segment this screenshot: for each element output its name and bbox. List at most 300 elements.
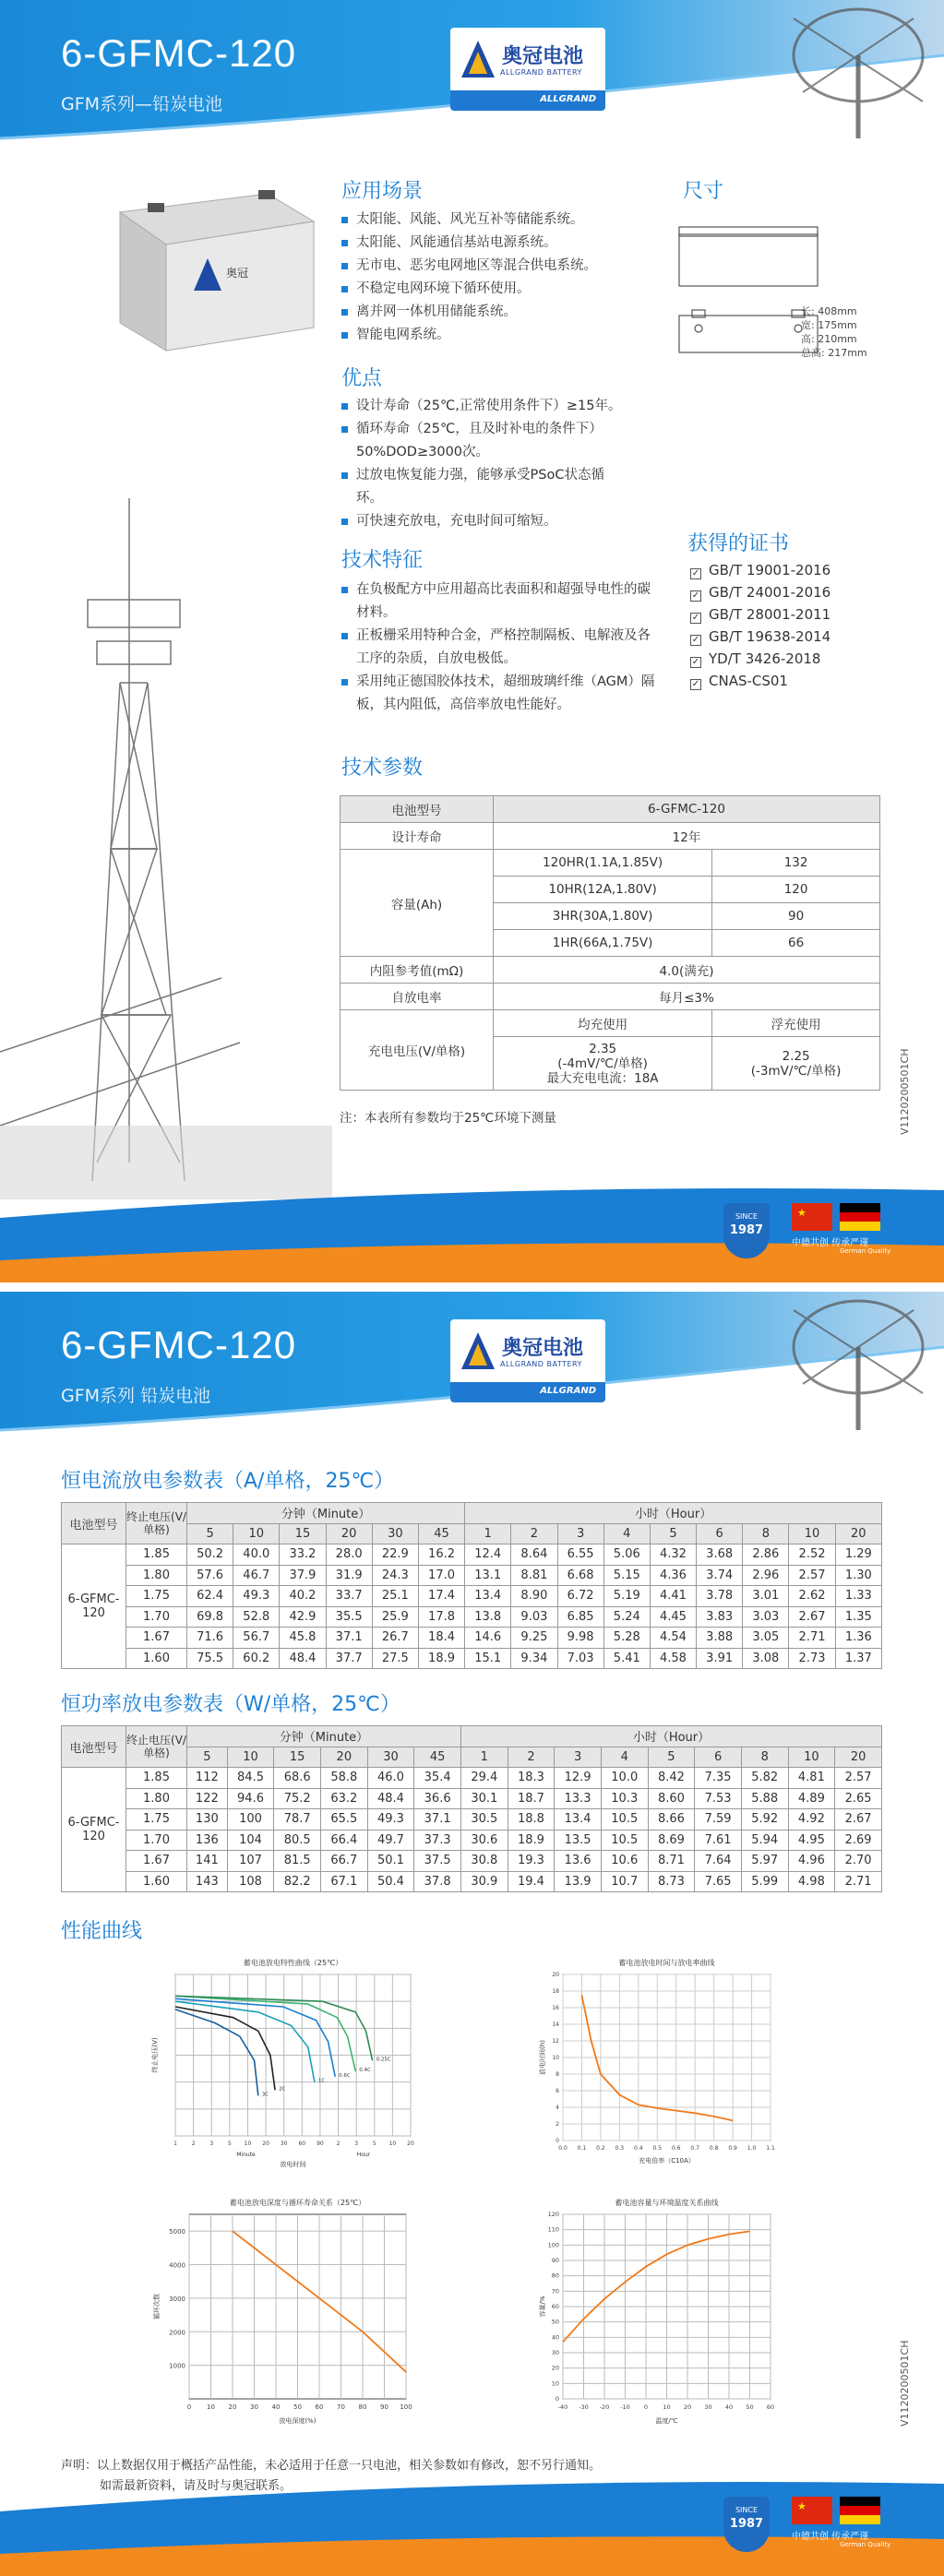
table-cell: 33.7 bbox=[326, 1586, 372, 1607]
y-axis-label: 循环次数 bbox=[153, 2294, 161, 2320]
table-cell: 90 bbox=[712, 903, 880, 930]
table-cell: 6.55 bbox=[557, 1544, 603, 1566]
x-tick-label: 0 bbox=[186, 2403, 192, 2411]
table-cell: 1HR(66A,1.75V) bbox=[494, 930, 712, 957]
table-cell: 112 bbox=[187, 1768, 228, 1789]
y-axis-label: 终止电压(V) bbox=[151, 2037, 159, 2073]
footer-slogan: 中德共创 传承严谨 bbox=[792, 2532, 869, 2542]
series-label: 0.6C bbox=[339, 2072, 351, 2079]
table-cell: 10.0 bbox=[601, 1768, 648, 1789]
table-cell: 5.41 bbox=[603, 1648, 650, 1669]
table-cell: 66 bbox=[712, 930, 880, 957]
total-height-value: 总高: 217mm bbox=[801, 347, 867, 359]
list-item: 在负极配方中应用超高比表面积和超强导电性的碳材料。 bbox=[341, 578, 655, 625]
table-row bbox=[62, 1628, 882, 1649]
table-header: 10 bbox=[789, 1523, 835, 1544]
table-cell: 49.7 bbox=[367, 1830, 414, 1851]
table-cell: 75.2 bbox=[274, 1788, 321, 1809]
table-cell: 6-GFMC-120 bbox=[62, 1544, 126, 1669]
table-row bbox=[62, 1544, 882, 1566]
table-cell: 80.5 bbox=[274, 1830, 321, 1851]
table-cell: 自放电率 bbox=[341, 984, 494, 1010]
table-cell: 电池型号 bbox=[341, 796, 494, 823]
page-title: 6-GFMC-120 bbox=[61, 31, 297, 75]
x-tick-label: 80 bbox=[358, 2403, 367, 2411]
table-header: 1 bbox=[465, 1523, 511, 1544]
table-cell: 78.7 bbox=[274, 1809, 321, 1831]
x-tick-label: 10 bbox=[244, 2141, 252, 2147]
table-cell: 2.71 bbox=[789, 1628, 835, 1649]
list-item: 无市电、恶劣电网地区等混合供电系统。 bbox=[341, 255, 664, 278]
x-tick-label: 0.7 bbox=[690, 2145, 699, 2152]
table-cell: 1.30 bbox=[835, 1565, 881, 1586]
table-cell: 14.6 bbox=[465, 1628, 511, 1649]
list-item: 过放电恢复能力强，能够承受PSoC状态循环。 bbox=[341, 464, 627, 510]
table-cell: 62.4 bbox=[187, 1586, 233, 1607]
advantages-title: 优点 bbox=[341, 367, 383, 390]
table-header: 终止电压(V/单格) bbox=[126, 1726, 187, 1768]
x-tick-label: 60 bbox=[298, 2141, 306, 2147]
table-cell: 104 bbox=[227, 1830, 274, 1851]
x-tick-label: 50 bbox=[293, 2403, 302, 2411]
brand-logo bbox=[450, 1319, 605, 1402]
table-row bbox=[62, 1606, 882, 1628]
table-cell: 132 bbox=[712, 850, 880, 877]
table-cell: 107 bbox=[227, 1851, 274, 1872]
x-tick-label: -10 bbox=[620, 2403, 630, 2411]
table-cell: 136 bbox=[187, 1830, 228, 1851]
table-cell: 48.4 bbox=[280, 1648, 326, 1669]
table-cell: 5.97 bbox=[741, 1851, 788, 1872]
x-tick-label: 0.1 bbox=[577, 2145, 587, 2152]
list-item: ✓ YD/T 3426-2018 bbox=[691, 650, 821, 667]
capacity-temperature-chart bbox=[535, 2187, 784, 2431]
table-cell: 13.4 bbox=[465, 1586, 511, 1607]
y-axis-label: 放电时间(h) bbox=[539, 2040, 546, 2075]
table-cell: 3.08 bbox=[743, 1648, 789, 1669]
table-cell: 容量(Ah) bbox=[341, 850, 494, 957]
checkbox-icon: ✓ bbox=[691, 613, 700, 623]
table-cell: 18.9 bbox=[508, 1830, 555, 1851]
table-cell: 7.64 bbox=[695, 1851, 742, 1872]
china-flag-icon bbox=[792, 2497, 832, 2524]
table-cell: 8.90 bbox=[511, 1586, 557, 1607]
table-cell: 2.57 bbox=[835, 1768, 882, 1789]
table-cell: 31.9 bbox=[326, 1565, 372, 1586]
disclaimer-line: 如需最新资料，请及时与奥冠联系。 bbox=[100, 2479, 293, 2493]
x-tick-label: 20 bbox=[262, 2141, 269, 2147]
communication-tower-image bbox=[0, 480, 332, 1199]
table-cell: 2.96 bbox=[743, 1565, 789, 1586]
checkbox-icon: ✓ bbox=[691, 568, 700, 578]
table-cell: 2.71 bbox=[835, 1871, 882, 1892]
table-cell: 9.25 bbox=[511, 1628, 557, 1649]
table-cell: 8.60 bbox=[648, 1788, 695, 1809]
x-tick-label: 0.4 bbox=[634, 2145, 643, 2152]
table-header: 小时（Hour） bbox=[460, 1726, 881, 1747]
table-cell: 2.57 bbox=[789, 1565, 835, 1586]
table-cell: 4.81 bbox=[788, 1768, 835, 1789]
table-row bbox=[62, 1648, 882, 1669]
logo-band: ALLGRAND bbox=[540, 94, 596, 104]
table-cell: 5.82 bbox=[741, 1768, 788, 1789]
table-cell: 1.80 bbox=[126, 1788, 187, 1809]
table-header: 6 bbox=[697, 1523, 743, 1544]
series-label: 1C bbox=[317, 2078, 326, 2084]
table-cell: 8.69 bbox=[648, 1830, 695, 1851]
chart-title: 蓄电池放电特性曲线（25℃） bbox=[243, 1959, 343, 1967]
y-tick-label: 110 bbox=[547, 2225, 559, 2234]
table-header: 5 bbox=[187, 1523, 233, 1544]
curves-title: 性能曲线 bbox=[61, 1920, 143, 1943]
table-cell: 37.1 bbox=[326, 1628, 372, 1649]
x-tick-label: -20 bbox=[599, 2403, 610, 2411]
list-item: 不稳定电网环境下循环使用。 bbox=[341, 278, 664, 301]
table-row bbox=[62, 1768, 882, 1789]
table-cell: 19.4 bbox=[508, 1871, 555, 1892]
table-row bbox=[62, 1586, 882, 1607]
page-1 bbox=[0, 0, 944, 1282]
table-cell: 4.58 bbox=[650, 1648, 696, 1669]
table-cell: 18.9 bbox=[418, 1648, 464, 1669]
list-item: ✓ CNAS-CS01 bbox=[691, 673, 788, 689]
x-tick-label: 2 bbox=[336, 2141, 341, 2147]
list-item: 可快速充放电，充电时间可缩短。 bbox=[341, 510, 627, 533]
table-cell: 84.5 bbox=[227, 1768, 274, 1789]
table-cell: 10.7 bbox=[601, 1871, 648, 1892]
table-cell: 1.60 bbox=[126, 1648, 187, 1669]
table-cell: 2.62 bbox=[789, 1586, 835, 1607]
list-item: ✓ GB/T 24001-2016 bbox=[691, 584, 831, 601]
table-cell: 25.9 bbox=[372, 1606, 418, 1628]
series-label: 0.25C bbox=[376, 2057, 391, 2063]
y-tick-label: 6 bbox=[556, 2088, 559, 2094]
x-tick-label: 1.0 bbox=[747, 2145, 757, 2152]
table-cell: 22.9 bbox=[372, 1544, 418, 1566]
table-cell: 81.5 bbox=[274, 1851, 321, 1872]
table-cell: 1.29 bbox=[835, 1544, 881, 1566]
table-cell: 17.8 bbox=[418, 1606, 464, 1628]
table-cell: 19.3 bbox=[508, 1851, 555, 1872]
table-cell: 56.7 bbox=[233, 1628, 280, 1649]
table-cell: 1.85 bbox=[126, 1544, 187, 1566]
table-cell: 5.06 bbox=[603, 1544, 650, 1566]
table-cell: 141 bbox=[187, 1851, 228, 1872]
svg-text:奥冠: 奥冠 bbox=[226, 267, 249, 280]
table-cell: 8.66 bbox=[648, 1809, 695, 1831]
table-cell: 1.67 bbox=[126, 1851, 187, 1872]
table-row bbox=[62, 1851, 882, 1872]
x-tick-label: 0.0 bbox=[558, 2145, 568, 2152]
table-cell: 46.0 bbox=[367, 1768, 414, 1789]
x-tick-label: 60 bbox=[315, 2403, 324, 2411]
y-tick-label: 14 bbox=[552, 2021, 559, 2028]
table-cell: 48.4 bbox=[367, 1788, 414, 1809]
x-tick-label: 60 bbox=[766, 2403, 775, 2411]
logo-name-cn: 奥冠电池 bbox=[502, 45, 584, 68]
table-cell: 10.5 bbox=[601, 1809, 648, 1831]
table-cell: 2.67 bbox=[789, 1606, 835, 1628]
table-cell: 3.88 bbox=[697, 1628, 743, 1649]
application-list bbox=[341, 209, 664, 347]
table-header: 20 bbox=[835, 1523, 881, 1544]
series-label: 3C bbox=[261, 2092, 269, 2098]
x-unit-label: Minute bbox=[236, 2152, 256, 2158]
y-tick-label: 70 bbox=[551, 2287, 559, 2296]
table-cell: 7.61 bbox=[695, 1830, 742, 1851]
x-tick-label: 0.2 bbox=[596, 2145, 605, 2152]
discharge-time-rate-chart bbox=[535, 1947, 784, 2177]
checkbox-icon: ✓ bbox=[691, 590, 700, 601]
table-cell: 内阻参考值(mΩ) bbox=[341, 957, 494, 984]
table-cell: 4.32 bbox=[650, 1544, 696, 1566]
x-axis-label: 温度/℃ bbox=[655, 2417, 678, 2425]
list-item: 太阳能、风能、风光互补等储能系统。 bbox=[341, 209, 664, 232]
chart-title: 蓄电池放电时间与放电率曲线 bbox=[618, 1959, 715, 1967]
table-cell: 60.2 bbox=[233, 1648, 280, 1669]
footer-slogan-en: German Quality bbox=[840, 2541, 891, 2548]
table-cell: 5.28 bbox=[603, 1628, 650, 1649]
spec-note: 注：本表所有参数均于25℃环境下测量 bbox=[340, 1111, 556, 1126]
table-cell: 30.5 bbox=[460, 1809, 508, 1831]
y-tick-label: 100 bbox=[547, 2241, 559, 2249]
x-tick-label: 1.1 bbox=[766, 2145, 775, 2152]
table-cell: 28.0 bbox=[326, 1544, 372, 1566]
table-cell: 8.71 bbox=[648, 1851, 695, 1872]
discharge-characteristics-chart bbox=[148, 1947, 424, 2168]
const-power-table bbox=[61, 1725, 882, 1892]
table-header: 15 bbox=[280, 1523, 326, 1544]
checkbox-icon: ✓ bbox=[691, 679, 700, 689]
table-cell: 130 bbox=[187, 1809, 228, 1831]
x-tick-label: 30 bbox=[280, 2141, 288, 2147]
table-cell: 58.8 bbox=[321, 1768, 368, 1789]
y-tick-label: 18 bbox=[552, 1988, 559, 1995]
logo-band: ALLGRAND bbox=[540, 1386, 596, 1396]
table-cell: 4.89 bbox=[788, 1788, 835, 1809]
table-row bbox=[62, 1871, 882, 1892]
const-current-table bbox=[61, 1502, 882, 1669]
x-tick-label: 40 bbox=[724, 2403, 734, 2411]
table-cell: 94.6 bbox=[227, 1788, 274, 1809]
y-tick-label: 80 bbox=[551, 2272, 559, 2280]
brand-logo bbox=[450, 28, 605, 111]
table-header: 45 bbox=[418, 1523, 464, 1544]
table-cell: 66.4 bbox=[321, 1830, 368, 1851]
table-cell: 143 bbox=[187, 1871, 228, 1892]
checkbox-icon: ✓ bbox=[691, 657, 700, 667]
table-cell: 30.8 bbox=[460, 1851, 508, 1872]
y-tick-label: 3000 bbox=[169, 2295, 185, 2303]
table-cell: 9.34 bbox=[511, 1648, 557, 1669]
disclaimer-line: 声明：以上数据仅用于概括产品性能，未必适用于任意一只电池，相关参数如有修改，恕不另行通知。 bbox=[61, 2459, 602, 2473]
footer-background bbox=[0, 1181, 944, 1282]
x-tick-label: 1 bbox=[173, 2141, 177, 2147]
y-tick-label: 12 bbox=[552, 2038, 559, 2045]
features-title: 技术特征 bbox=[341, 549, 424, 572]
table-header: 45 bbox=[414, 1747, 461, 1768]
table-cell: 35.4 bbox=[414, 1768, 461, 1789]
table-cell: 1.36 bbox=[835, 1628, 881, 1649]
table-header: 5 bbox=[650, 1523, 696, 1544]
table-cell: 49.3 bbox=[233, 1586, 280, 1607]
table-cell: 46.7 bbox=[233, 1565, 280, 1586]
y-tick-label: 10 bbox=[551, 2379, 559, 2388]
svg-text:★: ★ bbox=[797, 2500, 807, 2512]
footer-slogan-en: German Quality bbox=[840, 1247, 891, 1255]
dimension-drawing bbox=[674, 214, 821, 371]
table-row bbox=[62, 1565, 882, 1586]
table-cell: 40.0 bbox=[233, 1544, 280, 1566]
table-cell: 1.35 bbox=[835, 1606, 881, 1628]
y-axis-label: 容量/% bbox=[539, 2296, 546, 2318]
table-cell: 10HR(12A,1.80V) bbox=[494, 877, 712, 903]
table-cell: 1.75 bbox=[126, 1586, 187, 1607]
table-cell: 8.64 bbox=[511, 1544, 557, 1566]
table-cell: 67.1 bbox=[321, 1871, 368, 1892]
x-tick-label: 10 bbox=[663, 2403, 671, 2411]
table-cell: 50.2 bbox=[187, 1544, 233, 1566]
table-header: 电池型号 bbox=[62, 1503, 126, 1544]
table-cell: 2.35 (-4mV/℃/单格) 最大充电电流：18A bbox=[494, 1037, 712, 1091]
table-header: 30 bbox=[372, 1523, 418, 1544]
table-cell: 均充使用 bbox=[494, 1010, 712, 1037]
spec-title: 技术参数 bbox=[341, 757, 424, 780]
table-cell: 2.69 bbox=[835, 1830, 882, 1851]
list-item: 采用纯正德国胶体技术，超细玻璃纤维（AGM）隔板，其内阻低，高倍率放电性能好。 bbox=[341, 671, 655, 717]
logo-mark-icon bbox=[460, 1330, 496, 1371]
x-tick-label: 40 bbox=[271, 2403, 281, 2411]
x-tick-label: 3 bbox=[209, 2141, 214, 2147]
table-cell: 120 bbox=[712, 877, 880, 903]
x-tick-label: 10 bbox=[207, 2403, 215, 2411]
table-header: 8 bbox=[743, 1523, 789, 1544]
table-cell: 1.70 bbox=[126, 1606, 187, 1628]
table-cell: 30.9 bbox=[460, 1871, 508, 1892]
table-cell: 充电电压(V/单格) bbox=[341, 1010, 494, 1091]
table-cell: 1.67 bbox=[126, 1628, 187, 1649]
application-title: 应用场景 bbox=[341, 180, 424, 203]
table-cell: 4.36 bbox=[650, 1565, 696, 1586]
table-cell: 6-GFMC-120 bbox=[62, 1768, 126, 1892]
y-tick-label: 90 bbox=[551, 2257, 559, 2264]
x-tick-label: 30 bbox=[250, 2403, 258, 2411]
table-header: 20 bbox=[326, 1523, 372, 1544]
table-cell: 30.1 bbox=[460, 1788, 508, 1809]
svg-text:★: ★ bbox=[797, 1207, 807, 1219]
certificates-list bbox=[690, 559, 830, 692]
document-code: V1120200501CH bbox=[899, 1048, 911, 1135]
chart-title: 蓄电池容量与环境温度关系曲线 bbox=[615, 2199, 719, 2207]
header bbox=[0, 0, 944, 157]
table-header: 30 bbox=[367, 1747, 414, 1768]
y-tick-label: 30 bbox=[551, 2349, 559, 2356]
table-cell: 13.5 bbox=[555, 1830, 602, 1851]
table-cell: 37.3 bbox=[414, 1830, 461, 1851]
y-tick-label: 120 bbox=[547, 2211, 559, 2218]
table-cell: 4.95 bbox=[788, 1830, 835, 1851]
table-header: 6 bbox=[695, 1747, 742, 1768]
table-cell: 2.73 bbox=[789, 1648, 835, 1669]
table-cell: 45.8 bbox=[280, 1628, 326, 1649]
table-header: 3 bbox=[557, 1523, 603, 1544]
table-header: 4 bbox=[603, 1523, 650, 1544]
list-item: 循环寿命（25℃，且及时补电的条件下）50%DOD≥3000次。 bbox=[341, 418, 627, 464]
table-cell: 3.05 bbox=[743, 1628, 789, 1649]
table-cell: 50.1 bbox=[367, 1851, 414, 1872]
table-cell: 7.35 bbox=[695, 1768, 742, 1789]
dimensions-title: 尺寸 bbox=[683, 180, 724, 203]
table-cell: 7.53 bbox=[695, 1788, 742, 1809]
table-header: 1 bbox=[460, 1747, 508, 1768]
table-cell: 18.7 bbox=[508, 1788, 555, 1809]
table-cell: 13.8 bbox=[465, 1606, 511, 1628]
table-cell: 18.3 bbox=[508, 1768, 555, 1789]
table-cell: 5.19 bbox=[603, 1586, 650, 1607]
table-cell: 68.6 bbox=[274, 1768, 321, 1789]
x-tick-label: 0.8 bbox=[709, 2145, 719, 2152]
logo-name-en: ALLGRAND BATTERY bbox=[500, 68, 582, 77]
table-header: 15 bbox=[274, 1747, 321, 1768]
y-tick-label: 4000 bbox=[169, 2261, 185, 2270]
table-cell: 75.5 bbox=[187, 1648, 233, 1669]
y-tick-label: 4 bbox=[556, 2105, 559, 2111]
list-item: 正板栅采用特种合金，严格控制隔板、电解液及各工序的杂质，自放电极低。 bbox=[341, 625, 655, 671]
table-cell: 2.25 (-3mV/℃/单格) bbox=[712, 1037, 880, 1091]
page-subtitle: GFM系列—铅炭电池 bbox=[61, 94, 223, 114]
footer-slogan: 中德共创 传承严谨 bbox=[792, 1238, 869, 1248]
table-cell: 69.8 bbox=[187, 1606, 233, 1628]
certificates-title: 获得的证书 bbox=[687, 532, 790, 555]
table-cell: 100 bbox=[227, 1809, 274, 1831]
table-cell: 37.9 bbox=[280, 1565, 326, 1586]
x-tick-label: 0.5 bbox=[652, 2145, 663, 2152]
table-cell: 37.8 bbox=[414, 1871, 461, 1892]
table-cell: 36.6 bbox=[414, 1788, 461, 1809]
x-tick-label: 100 bbox=[400, 2403, 412, 2411]
table-cell: 29.4 bbox=[460, 1768, 508, 1789]
table-cell: 71.6 bbox=[187, 1628, 233, 1649]
table-cell: 1.33 bbox=[835, 1586, 881, 1607]
footer bbox=[0, 1181, 944, 1282]
table-cell: 12年 bbox=[494, 823, 880, 850]
table-header: 终止电压(V/单格) bbox=[126, 1503, 187, 1544]
table-cell: 52.8 bbox=[233, 1606, 280, 1628]
table-cell: 7.59 bbox=[695, 1809, 742, 1831]
table-cell: 2.86 bbox=[743, 1544, 789, 1566]
x-tick-label: 0 bbox=[643, 2403, 649, 2411]
table-header: 10 bbox=[227, 1747, 274, 1768]
footer-background bbox=[0, 2475, 944, 2576]
table-cell: 9.03 bbox=[511, 1606, 557, 1628]
x-tick-label: 20 bbox=[683, 2403, 692, 2411]
y-tick-label: 0 bbox=[555, 2395, 559, 2403]
table-cell: 63.2 bbox=[321, 1788, 368, 1809]
table-cell: 6.85 bbox=[557, 1606, 603, 1628]
y-tick-label: 2 bbox=[556, 2121, 559, 2128]
x-tick-label: 90 bbox=[380, 2403, 388, 2411]
table-cell: 4.41 bbox=[650, 1586, 696, 1607]
table-cell: 42.9 bbox=[280, 1606, 326, 1628]
x-tick-label: 5 bbox=[227, 2141, 232, 2147]
table-cell: 4.0(满充) bbox=[494, 957, 880, 984]
table-cell: 108 bbox=[227, 1871, 274, 1892]
cycle-life-chart bbox=[148, 2187, 424, 2431]
table-cell: 2.67 bbox=[835, 1809, 882, 1831]
table-cell: 9.98 bbox=[557, 1628, 603, 1649]
table-header: 8 bbox=[741, 1747, 788, 1768]
x-tick-label: -30 bbox=[579, 2403, 589, 2411]
